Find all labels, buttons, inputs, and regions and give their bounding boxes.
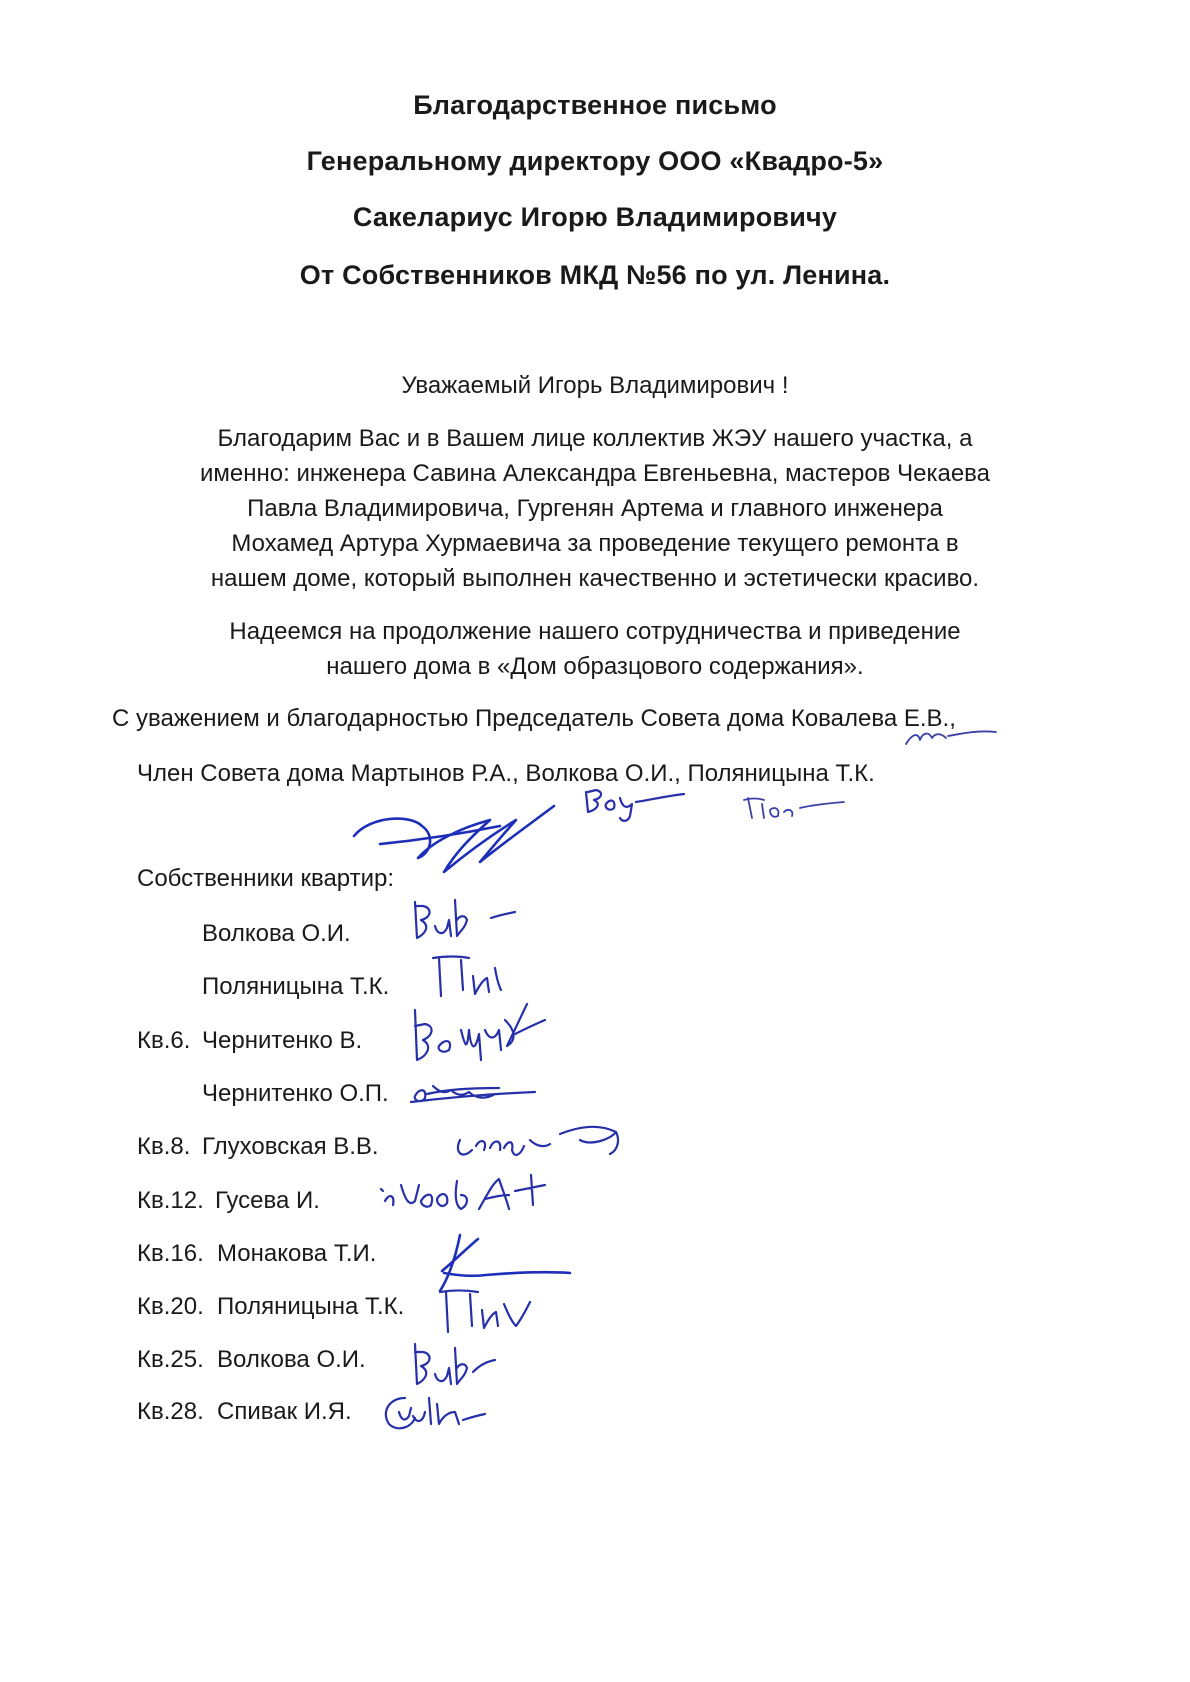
- signature-owner-volkova-1: [405, 890, 525, 950]
- owner-name: Спивак И.Я.: [217, 1398, 352, 1425]
- apartment-number: Кв.25.: [137, 1346, 204, 1373]
- apartment-number: Кв.20.: [137, 1293, 204, 1320]
- signature-owner-polyanitsyna-2: [430, 1282, 540, 1342]
- paragraph1-line: нашем доме, который выполнен качественно и эстетически красиво.: [210, 565, 980, 592]
- list-item: [137, 1240, 377, 1268]
- from-line: От Собственников МКД №56 по ул. Ленина.: [299, 260, 891, 290]
- list-item: [137, 1398, 352, 1426]
- apartment-number: Кв.16.: [137, 1240, 204, 1267]
- signature-chernitenko-op: [405, 1072, 545, 1112]
- owner-name: Глуховская В.В.: [202, 1133, 379, 1160]
- apartment-number: Кв.28.: [137, 1398, 204, 1425]
- apartment-number: Кв.8.: [137, 1133, 191, 1160]
- owner-name: Поляницына Т.К.: [217, 1293, 405, 1320]
- addressee-line: Генеральному директору ООО «Квадро-5»: [306, 146, 884, 176]
- owner-name: Чернитенко О.П.: [202, 1080, 389, 1107]
- owner-name: Гусева И.: [215, 1187, 320, 1214]
- apartment-number: Кв.12.: [137, 1187, 204, 1214]
- owners-heading: Собственники квартир:: [137, 865, 395, 892]
- council-line: Член Совета дома Мартынов Р.А., Волкова О.И., Поляницына Т.К.: [137, 760, 875, 787]
- paragraph1-line: Благодарим Вас и в Вашем лице коллектив ЖЭУ нашего участка, а: [217, 425, 973, 452]
- list-item: [137, 1187, 320, 1215]
- list-item: [137, 1346, 366, 1374]
- signature-guseva: [375, 1165, 575, 1220]
- signature-martynov: [340, 776, 590, 896]
- owner-name: Поляницына Т.К.: [202, 973, 390, 1000]
- owner-name: Волкова О.И.: [202, 920, 351, 947]
- regards-line: С уважением и благодарностью Председатель Совета дома Ковалева Е.В.,: [112, 705, 956, 732]
- signature-chernitenko-v: [405, 990, 565, 1070]
- owner-name: Волкова О.И.: [217, 1346, 366, 1373]
- letter-title: Благодарственное письмо: [413, 90, 777, 120]
- signature-kovaleva: [900, 724, 1000, 754]
- signature-spivak: [375, 1388, 495, 1438]
- signature-volkova: [580, 780, 690, 825]
- owner-name: Монакова Т.И.: [217, 1240, 377, 1267]
- signature-polyanitsyna: [740, 788, 850, 828]
- list-item: [137, 1133, 379, 1161]
- list-item: [137, 1293, 405, 1321]
- apartment-number: Кв.6.: [137, 1027, 191, 1054]
- paragraph2-line: Надеемся на продолжение нашего сотрудничества и приведение: [229, 618, 961, 645]
- addressee-name: Сакелариус Игорю Владимировичу: [352, 202, 838, 232]
- paragraph2-line: нашего дома в «Дом образцового содержания».: [326, 653, 864, 680]
- signature-glukhovskaya: [440, 1110, 640, 1170]
- greeting: Уважаемый Игорь Владимирович !: [401, 372, 789, 399]
- paragraph1-line: именно: инженера Савина Александра Евгеньевна, мастеров Чекаева: [200, 460, 990, 487]
- list-item: [137, 1027, 363, 1055]
- paragraph1-line: Павла Владимировича, Гургенян Артема и главного инженера: [247, 495, 943, 522]
- owner-name: Чернитенко В.: [202, 1027, 363, 1054]
- signature-owner-volkova-2: [405, 1336, 515, 1396]
- paragraph1-line: Мохамед Артура Хурмаевича за проведение текущего ремонта в: [231, 530, 959, 557]
